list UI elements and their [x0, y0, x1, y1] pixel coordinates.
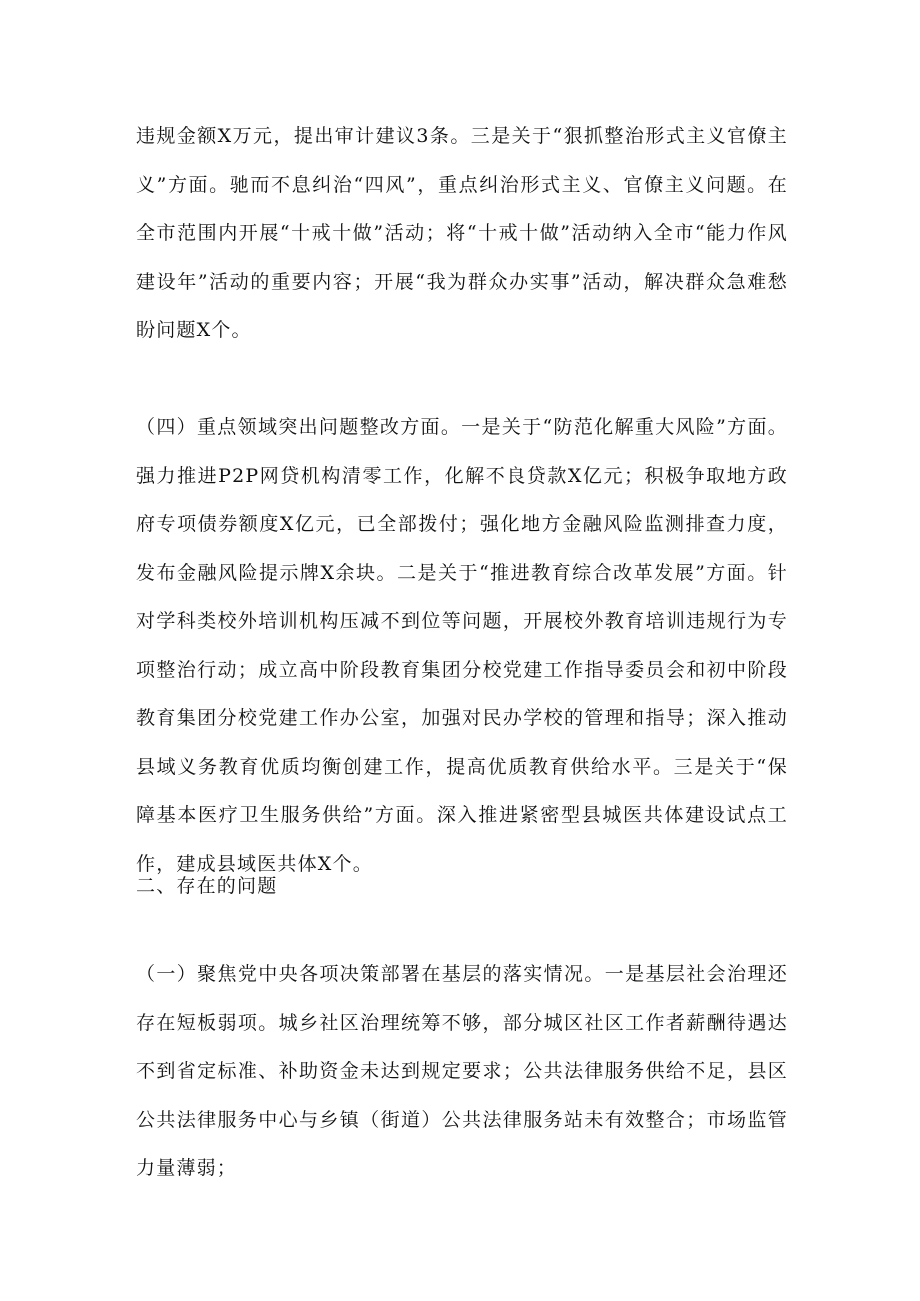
section-heading-existing-problems: 二、存在的问题	[136, 875, 278, 897]
paragraph-key-areas-rectification: （四）重点领域突出问题整改方面。一是关于“防范化解重大风险”方面。强力推进P2P网贷机构清零工作，化解不良贷款X亿元；积极争取地方政府专项债券额度X亿元，已全部拨付；强化地方金融风险监测排查力度，发布金融风险提示牌X余块。二是关于“推进教育综合改革发展”方面。针对学科类校外培训机构压减不到位等问题，开展校外教育培训违规行为专项整治行动；成立高中阶段教育集团分校党建工作指导委员会和初中阶段教育集团分校党建工作办公室，加强对民办学校的管理和指导；深入推动县域义务教育优质均衡创建工作，提高优质教育供给水平。三是关于“保障基本医疗卫生服务供给”方面。深入推进紧密型县城医共体建设试点工作，建成县域医共体X个。	[136, 416, 788, 875]
paragraph-audit-bureaucratism: 违规金额X万元，提出审计建议3条。三是关于“狠抓整治形式主义官僚主义”方面。驰而不息纠治“四风”，重点纠治形式主义、官僚主义问题。在全市范围内开展“十戒十做”活动；将“十戒十做”活动纳入全市“能力作风建设年”活动的重要内容；开展“我为群众办实事”活动，解决群众急难愁盼问题X个。	[136, 125, 788, 341]
paragraph-grassroots-implementation: （一）聚焦党中央各项决策部署在基层的落实情况。一是基层社会治理还存在短板弱项。城乡社区治理统筹不够，部分城区社区工作者薪酬待遇达不到省定标准、补助资金未达到规定要求；公共法律服务供给不足，县区公共法律服务中心与乡镇（街道）公共法律服务站未有效整合；市场监管力量薄弱；	[136, 963, 788, 1179]
